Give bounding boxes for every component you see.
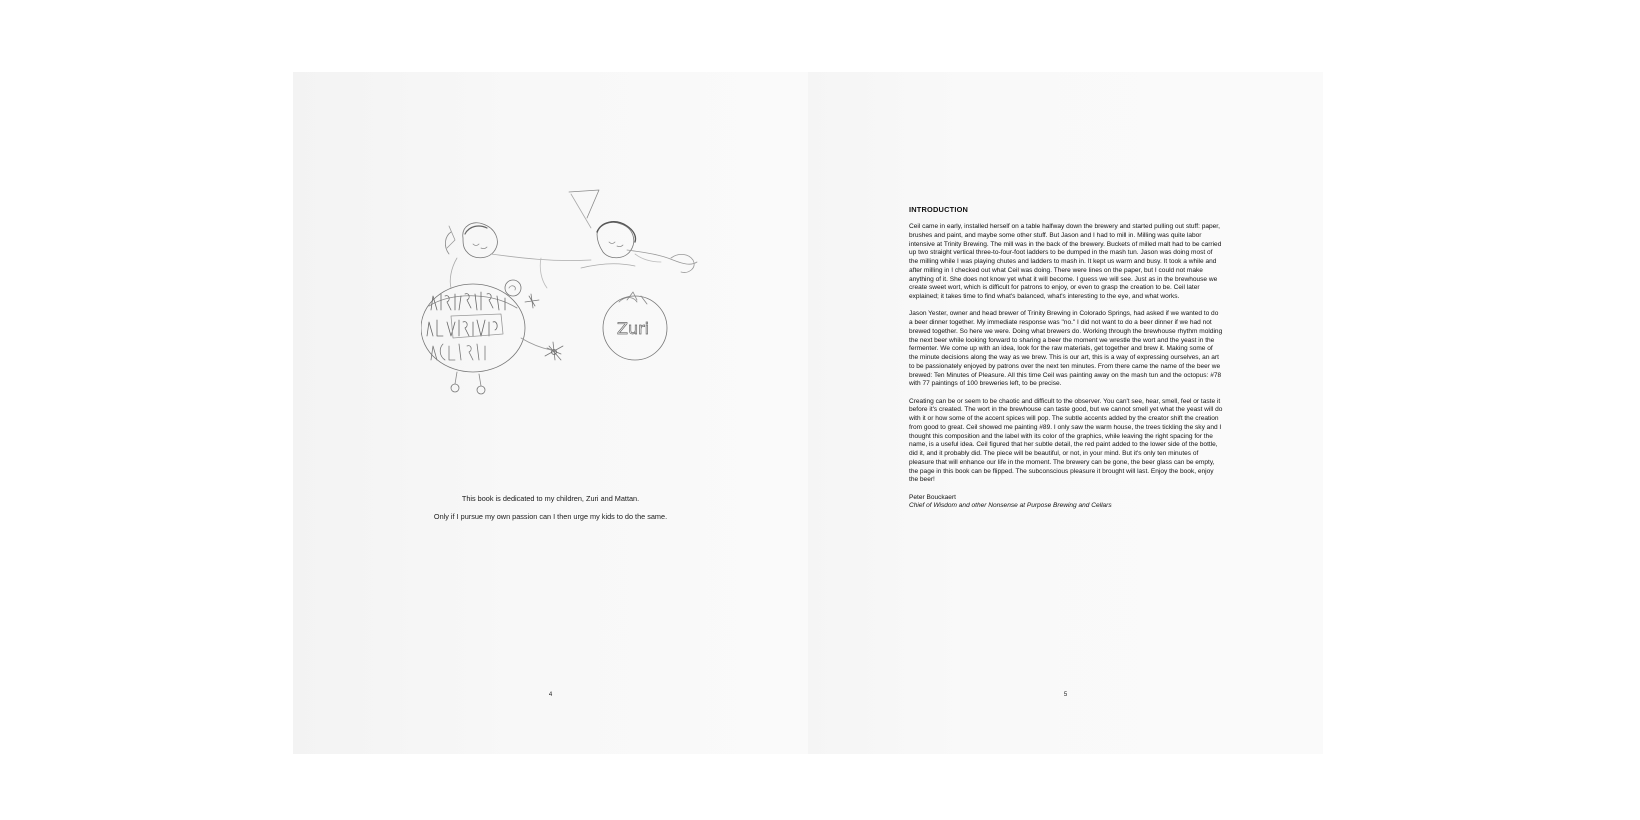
- introduction-heading: INTRODUCTION: [909, 205, 969, 214]
- left-page: [293, 72, 808, 754]
- dedication-line-1: This book is dedicated to my children, Zuri and Mattan.: [461, 494, 640, 503]
- introduction-paragraph-1: Ceil came in early, installed herself on a table halfway down the brewery and started pulling out stuff: paper, brushes and paint, and maybe some other stuff. But Jason and I had to mill in. Milling was quite labor intensive at Trinity Brewing. The mill was in the back of the brewery. Buckets of milled malt had to be carried up two straight vertical three-to-four-foot ladders to be dumped in the mash tun. Jason was doing most of the milling while I was playing chutes and ladders to mash in. It kept us warm and busy. It took a while and after milling in I checked out what Ceil was doing. There were lines on the paper, but I could not make anything of it. She does not know yet what it will become. I guess we will see. Just as in the brewhouse we create sweet wort, which is difficult for patrons to enjoy, or even to grasp the creation to be. Ceil later explained; it takes time to find what's balanced, what's interesting to the eye, and what works.: [909, 223, 1222, 300]
- book-spread: [293, 72, 1323, 754]
- introduction-paragraph-2: Jason Yester, owner and head brewer of Trinity Brewing in Colorado Springs, had asked if we wanted to do a beer dinner together. My immediate response was "no." I did not want to do a beer dinner if we had not brewed together. So here we were. Doing what brewers do. Working through the brewhouse rhythm molding the next beer while looking forward to sharing a beer the moment we wrestle the wort and the yeast in the fermenter. We come up with an idea, look for the raw materials, get together and brew it. Making some of the minute decisions along the way as we brew. This is our art, this is a way of expressing ourselves, an art to be passionately enjoyed by patrons over the next ten minutes. From there came the name of the beer we brewed: Ten Minutes of Pleasure. All this time Ceil was painting away on the mash tun and the octopus: #78 with 77 paintings of 100 breweries left, to be precise.: [909, 310, 1223, 388]
- sketch-handwritten-text: Zuri: [617, 319, 650, 338]
- signature-name: Peter Bouckaert: [909, 493, 956, 501]
- page-number-right: 5: [1063, 692, 1068, 698]
- dedication-line-2: Only if I pursue my own passion can I then urge my kids to do the same.: [433, 512, 668, 521]
- page-number-left: 4: [548, 692, 553, 698]
- right-page: [808, 72, 1323, 754]
- introduction-paragraph-3: Creating can be or seem to be chaotic and difficult to the observer. You can't see, hear, smell, feel or taste it before it's created. The wort in the brewhouse can taste good, but we cannot smell yet what the yeast will do with it or how some of the accent spices will pop. The subtle accents added by the creator shift the creation from good to great. Ceil showed me painting #89. I only saw the warm house, the trees tickling the sky and I thought this composition and the label with its color of the graphics, while leaving the right spacing for the name, is a useful idea. Ceil figured that her subtle detail, the red paint added to the lower side of the bottle, did it, and it probably did. The piece will be beautiful, or not, in your mind. But it's only ten minutes of pleasure that will enhance our life in the moment. The brewery can be gone, the beer glass can be empty, the page in this book can be flipped. The subconscious pleasure it brought will last. Enjoy the book, enjoy the beer!: [909, 397, 1223, 484]
- pencil-sketch-illustration: [421, 188, 711, 424]
- sketch-drawing: [421, 188, 711, 424]
- introduction-text-column: [909, 205, 1223, 511]
- signature-title: Chief of Wisdom and other Nonsense at Purpose Brewing and Cellars: [909, 502, 1112, 510]
